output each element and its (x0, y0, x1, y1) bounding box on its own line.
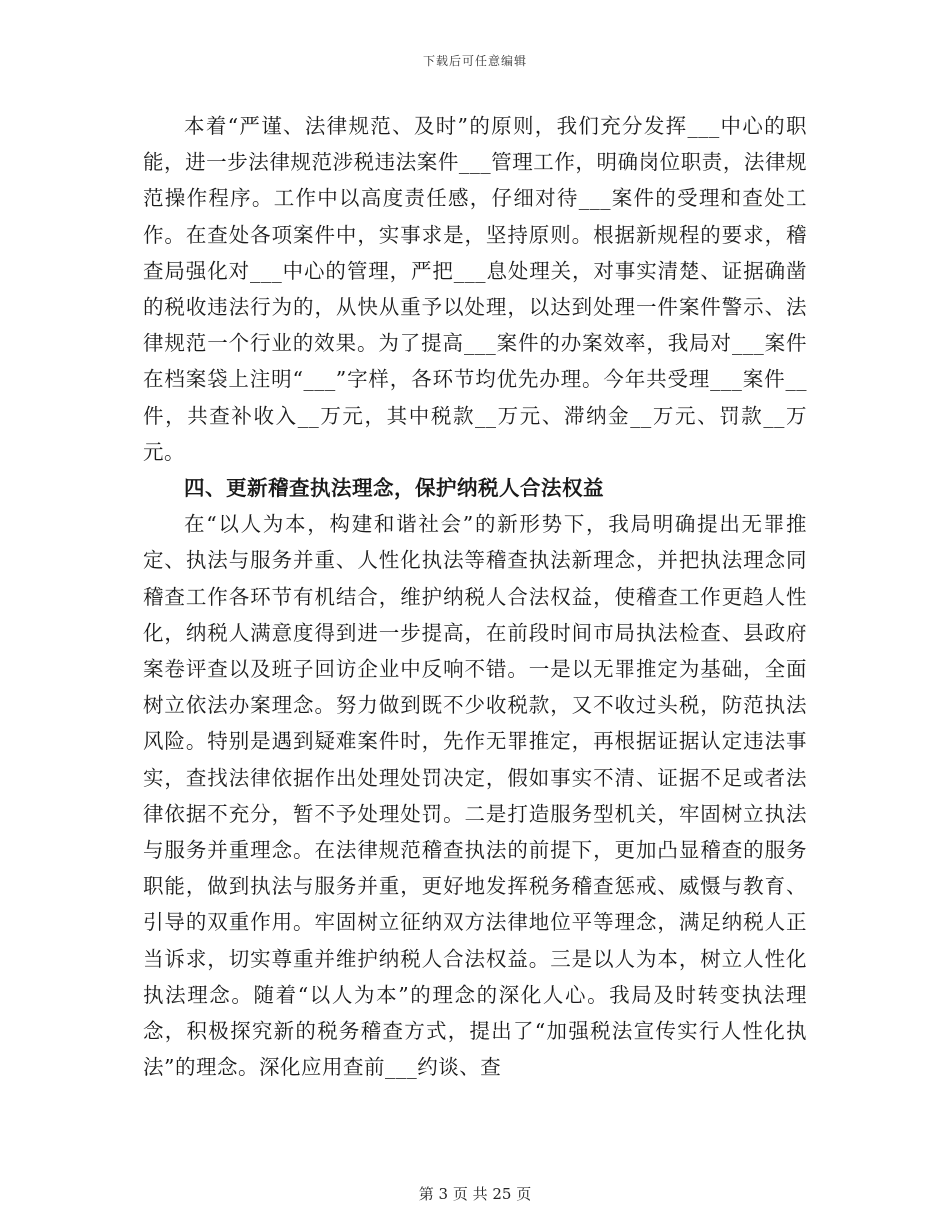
page-footer: 第 3 页 共 25 页 (418, 1185, 532, 1203)
paragraph-enforcement-philosophy: 在“以人为本，构建和谐社会”的新形势下，我局明确提出无罪推定、执法与服务并重、人性化执法等稽查执法新理念，并把执法理念同稽查工作各环节有机结合，维护纳税人合法权益，使稽查工作更趋人性化，纳税人满意度得到进一步提高，在前段时间市局执法检查、县政府案卷评查以及班子回访企业中反响不错。一是以无罪推定为基础，全面树立依法办案理念。努力做到既不少收税款，又不收过头税，防范执法风险。特别是遇到疑难案件时，先作无罪推定，再根据证据认定违法事实，查找法律依据作出处理处罚决定，假如事实不清、证据不足或者法律依据不充分，暂不予处理处罚。二是打造服务型机关，牢固树立执法与服务并重理念。在法律规范稽查执法的前提下，更加凸显稽查的服务职能，做到执法与服务并重，更好地发挥税务稽查惩戒、威慑与教育、引导的双重作用。牢固树立征纳双方法律地位平等理念，满足纳税人正当诉求，切实尊重并维护纳税人合法权益。三是以人为本，树立人性化执法理念。随着“以人为本”的理念的深化人心。我局及时转变执法理念，积极探究新的税务稽查方式，提出了“加强税法宣传实行人性化执法”的理念。深化应用查前___约谈、查 (143, 512, 807, 1080)
paragraph-case-management: 本着“严谨、法律规范、及时”的原则，我们充分发挥___中心的职能，进一步法律规范涉税违法案件___管理工作，明确岗位职责，法律规范操作程序。工作中以高度责任感，仔细对待___案件的受理和查处工作。在查处各项案件中，实事求是，坚持原则。根据新规程的要求，稽查局强化对___中心的管理，严把___息处理关，对事实清楚、证据确凿的税收违法行为的，从快从重予以处理，以达到处理一件案件警示、法律规范一个行业的效果。为了提高___案件的办案效率，我局对___案件在档案袋上注明“___”字样，各环节均优先办理。今年共受理___案件__件，共查补收入__万元，其中税款__万元、滞纳金__万元、罚款__万元。 (143, 114, 807, 464)
document-body (143, 108, 807, 1085)
page-header: 下载后可任意编辑 (422, 54, 527, 68)
section-heading-4: 四、更新稽查执法理念，保护纳税人合法权益 (184, 476, 604, 501)
